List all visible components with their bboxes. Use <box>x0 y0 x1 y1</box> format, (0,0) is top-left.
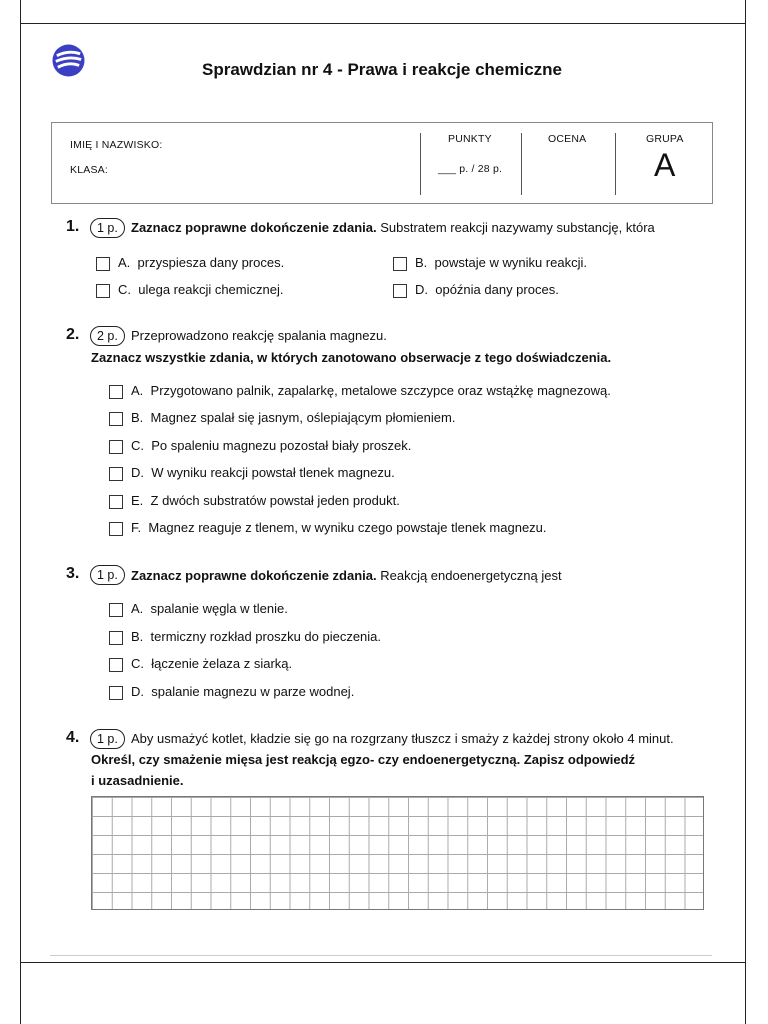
points-value: ___ p. / 28 p. <box>438 163 503 175</box>
points-badge: 2 p. <box>90 326 125 346</box>
option-letter: A. <box>118 255 131 270</box>
question-stem: Substratem reakcji nazywamy substancję, która <box>376 220 655 235</box>
option-text: Po spaleniu magnezu pozostał biały proszek. <box>151 438 412 453</box>
answer-checkbox[interactable] <box>96 284 110 298</box>
answer-option <box>131 520 547 535</box>
option-letter: D. <box>415 282 428 297</box>
points-badge: 1 p. <box>90 565 125 585</box>
divider <box>615 133 616 195</box>
option-letter: D. <box>131 684 144 699</box>
divider <box>420 133 421 195</box>
question-instruction-cont: i uzasadnienie. <box>91 773 184 788</box>
option-letter: A. <box>131 383 144 398</box>
option-letter: D. <box>131 465 144 480</box>
answer-checkbox[interactable] <box>109 412 123 426</box>
answer-checkbox[interactable] <box>109 440 123 454</box>
answer-grid[interactable] <box>91 796 704 910</box>
option-text: Przygotowano palnik, zapalarkę, metalowe szczypce oraz wstążkę magnezową. <box>150 383 611 398</box>
group-value: A <box>654 147 676 183</box>
answer-option <box>131 493 400 508</box>
question-number: 4. <box>66 729 80 746</box>
option-text: ulega reakcji chemicznej. <box>138 282 284 297</box>
option-text: spalanie węgla w tlenie. <box>150 601 288 616</box>
name-label: IMIĘ I NAZWISKO: <box>70 139 163 151</box>
question-stem: Przeprowadzono reakcję spalania magnezu. <box>131 328 387 343</box>
option-letter: B. <box>415 255 428 270</box>
option-text: powstaje w wyniku reakcji. <box>434 255 587 270</box>
answer-checkbox[interactable] <box>109 467 123 481</box>
answer-option <box>131 383 611 398</box>
answer-option <box>131 656 292 671</box>
option-text: Z dwóch substratów powstał jeden produkt. <box>150 493 400 508</box>
option-text: opóźnia dany proces. <box>435 282 559 297</box>
option-letter: C. <box>118 282 131 297</box>
group-label: GRUPA <box>646 133 684 145</box>
right-rule <box>745 0 746 1024</box>
answer-checkbox[interactable] <box>96 257 110 271</box>
answer-option <box>131 438 411 453</box>
answer-option <box>415 255 587 270</box>
answer-option <box>415 282 559 297</box>
answer-checkbox[interactable] <box>109 495 123 509</box>
answer-checkbox[interactable] <box>109 686 123 700</box>
answer-checkbox[interactable] <box>393 257 407 271</box>
answer-option <box>131 629 381 644</box>
question-text <box>131 220 655 235</box>
question-instruction: Określ, czy smażenie mięsa jest reakcją egzo- czy endoenergetyczną. Zapisz odpowiedź <box>91 752 636 767</box>
class-label: KLASA: <box>70 164 108 176</box>
answer-checkbox[interactable] <box>109 522 123 536</box>
answer-option <box>131 601 288 616</box>
answer-option <box>118 282 283 297</box>
right-edge-mark <box>764 62 765 94</box>
option-letter: F. <box>131 520 142 535</box>
option-text: łączenie żelaza z siarką. <box>151 656 293 671</box>
points-label: PUNKTY <box>448 133 492 145</box>
option-letter: B. <box>131 410 144 425</box>
option-letter: C. <box>131 438 144 453</box>
answer-option <box>131 410 455 425</box>
answer-checkbox[interactable] <box>109 631 123 645</box>
question-stem: Reakcją endoenergetyczną jest <box>376 568 562 583</box>
answer-checkbox[interactable] <box>109 658 123 672</box>
option-letter: A. <box>131 601 144 616</box>
page-title: Sprawdzian nr 4 - Prawa i reakcje chemiczne <box>202 60 562 79</box>
question-stem: Aby usmażyć kotlet, kładzie się go na rozgrzany tłuszcz i smaży z każdej strony około 4 minut. <box>131 731 674 746</box>
option-letter: B. <box>131 629 144 644</box>
footer-divider <box>50 955 712 956</box>
option-text: termiczny rozkład proszku do pieczenia. <box>150 629 382 644</box>
grade-label: OCENA <box>548 133 587 145</box>
question-number: 1. <box>66 218 80 235</box>
question-text <box>131 568 562 583</box>
answer-checkbox[interactable] <box>393 284 407 298</box>
option-text: spalanie magnezu w parze wodnej. <box>151 684 355 699</box>
question-instruction: Zaznacz poprawne dokończenie zdania. <box>131 220 377 235</box>
answer-option <box>131 684 354 699</box>
points-badge: 1 p. <box>90 729 125 749</box>
option-text: przyspiesza dany proces. <box>137 255 285 270</box>
question-instruction: Zaznacz wszystkie zdania, w których zanotowano obserwacje z tego doświadczenia. <box>91 350 612 365</box>
answer-option <box>131 465 395 480</box>
option-letter: E. <box>131 493 144 508</box>
bottom-rule <box>20 962 745 963</box>
option-text: Magnez reaguje z tlenem, w wyniku czego powstaje tlenek magnezu. <box>148 520 547 535</box>
divider <box>521 133 522 195</box>
answer-option <box>118 255 284 270</box>
student-info-box <box>51 122 713 204</box>
top-rule <box>20 23 745 24</box>
option-text: Magnez spalał się jasnym, oślepiającym płomieniem. <box>150 410 456 425</box>
question-number: 2. <box>66 326 80 343</box>
option-text: W wyniku reakcji powstał tlenek magnezu. <box>151 465 395 480</box>
answer-checkbox[interactable] <box>109 385 123 399</box>
option-letter: C. <box>131 656 144 671</box>
answer-checkbox[interactable] <box>109 603 123 617</box>
question-number: 3. <box>66 565 80 582</box>
left-rule <box>20 0 21 1024</box>
question-instruction: Zaznacz poprawne dokończenie zdania. <box>131 568 377 583</box>
points-badge: 1 p. <box>90 218 125 238</box>
